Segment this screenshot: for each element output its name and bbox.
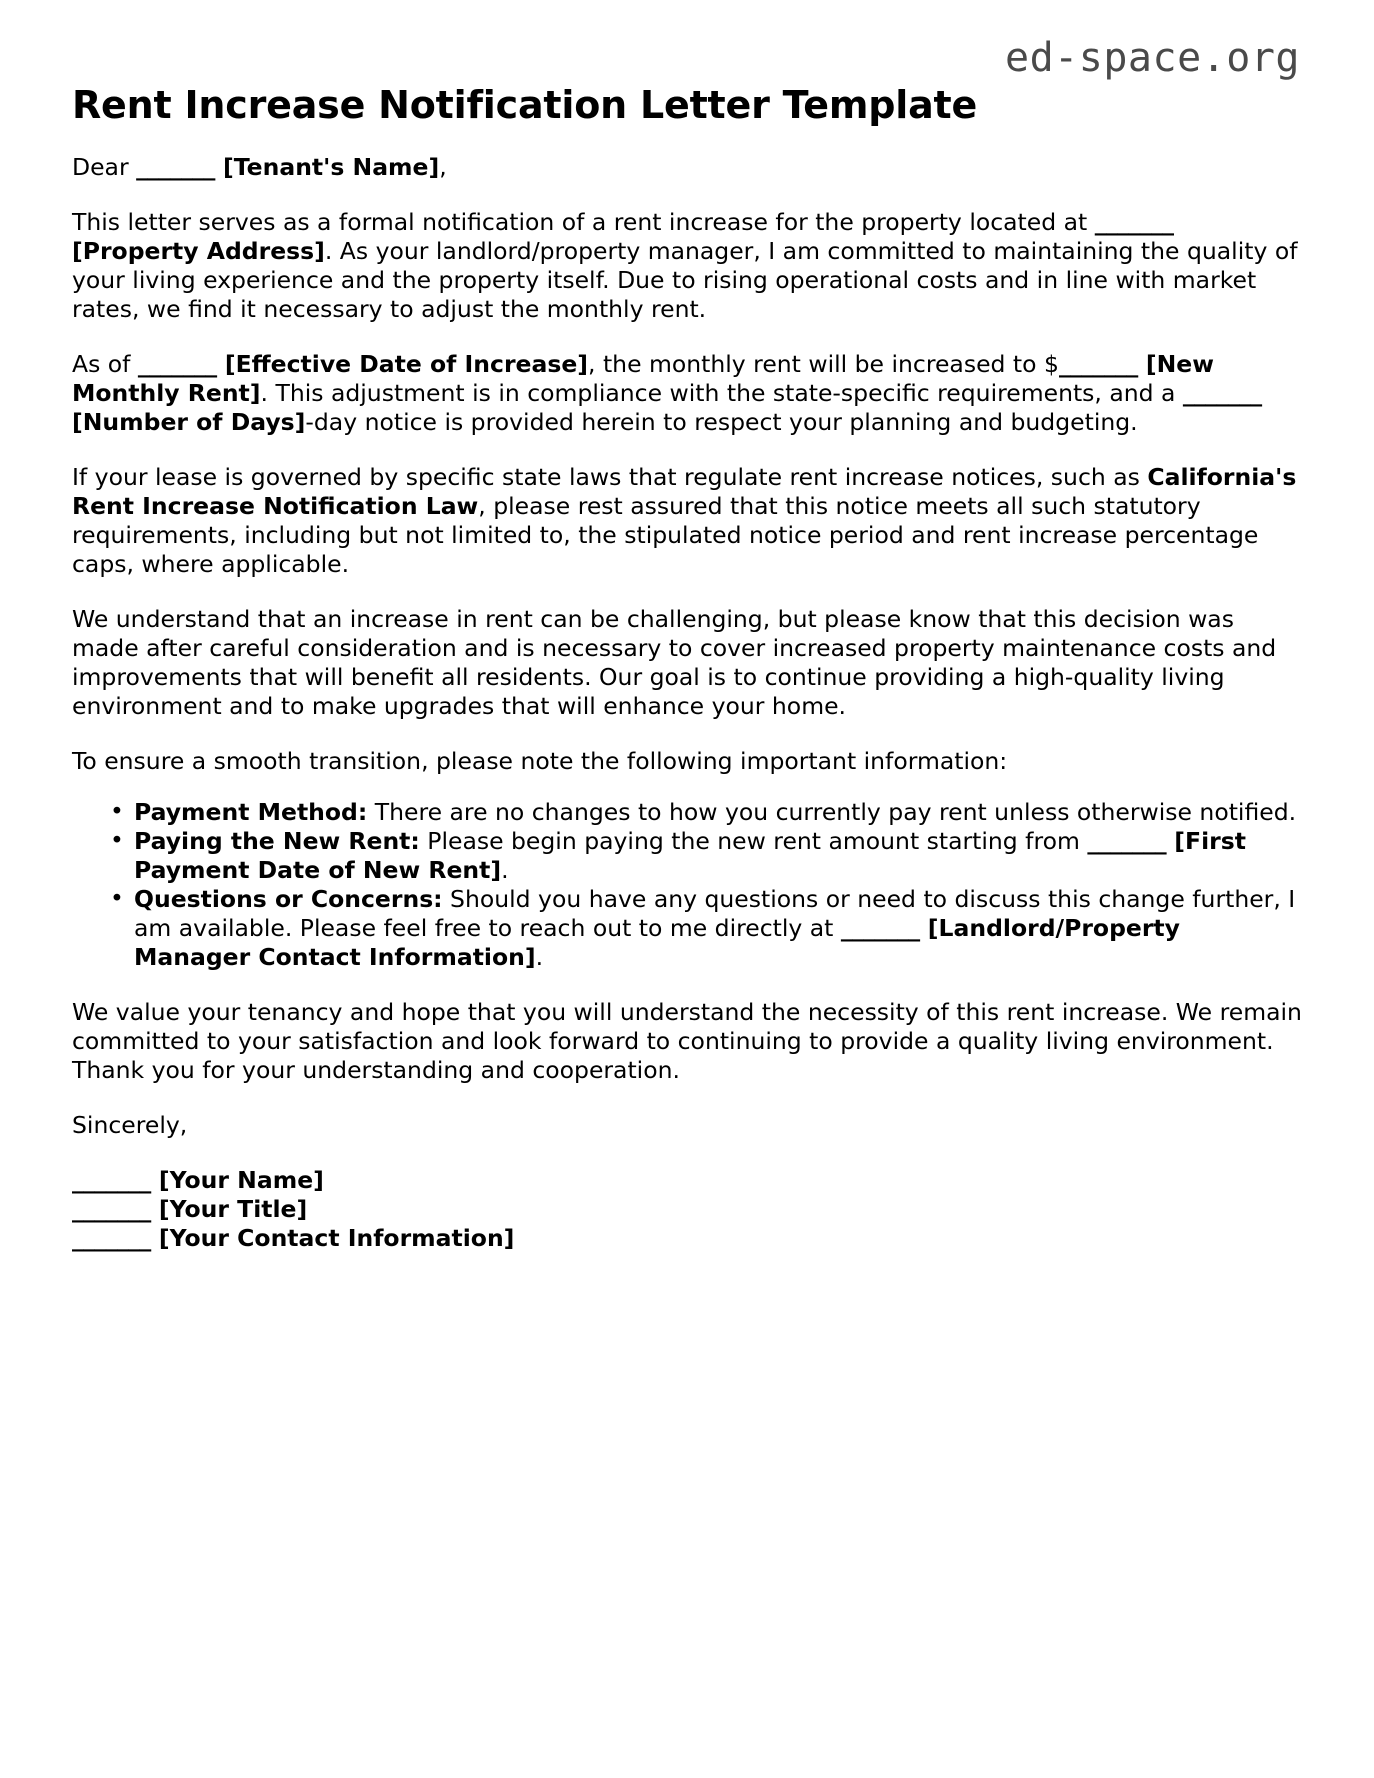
new-rent-field: [New Monthly Rent] [72, 349, 1214, 407]
state-law-text-1: If your lease is governed by specific state laws that regulate rent increase notices, such as [72, 462, 1148, 491]
bullet-2-blank: _______ [1087, 826, 1167, 855]
bullet-icon: • [110, 883, 124, 912]
bullet-1-text-1: There are no changes to how you currently pay rent unless otherwise notified. [367, 797, 1297, 826]
rent-text-1: As of [72, 349, 138, 378]
salutation-line [72, 127, 1302, 182]
bullet-3-field: [Landlord/Property Manager Contact Information] [134, 913, 1180, 971]
page-title: Rent Increase Notification Letter Template [72, 83, 978, 127]
intro-text-2: . As your landlord/property manager, I am committed to maintaining the quality of your living experience and the property itself. Due to rising operational costs and in line with market rates, we find it necessary to adjust the monthly rent. [72, 236, 1298, 323]
your-name-field: [Your Name] [150, 1165, 324, 1194]
rent-text-3: . This adjustment is in compliance with the state-specific requirements, and a [260, 378, 1183, 407]
rent-text-4: -day notice is provided herein to respect your planning and budgeting. [305, 407, 1138, 436]
bullet-3-text-1: Should you have any questions or need to discuss this change further, I am available. Please feel free to reach out to me directly at [134, 884, 1296, 942]
paragraph-closing-statement: We value your tenancy and hope that you will understand the necessity of this rent increase. We remain committed to your satisfaction and look forward to continuing to provide a quality living environment. Thank you for your understanding and cooperation. [72, 997, 1302, 1084]
property-address-field: [Property Address] [72, 236, 325, 265]
new-rent-blank: _______ [1058, 349, 1138, 378]
your-name-blank: _______ [72, 1165, 151, 1194]
state-law-name: California's Rent Increase Notification Law [72, 462, 1297, 520]
signature-line-contact [72, 1224, 1302, 1253]
paragraph-rent-details [72, 324, 1302, 437]
effective-date-field: [Effective Date of Increase] [216, 349, 589, 378]
your-title-field: [Your Title] [150, 1194, 308, 1223]
signature-line-name [72, 1166, 1302, 1195]
your-contact-field: [Your Contact Information] [150, 1224, 515, 1252]
bullet-1-label: Payment Method: [134, 797, 368, 826]
paragraph-state-law [72, 437, 1302, 579]
paragraph-transition-lead: To ensure a smooth transition, please note the following important information: [72, 746, 1008, 775]
bullet-3-text-2: . [535, 942, 544, 971]
bullet-2-field: [First Payment Date of New Rent] [134, 826, 1246, 884]
effective-date-blank: _______ [137, 349, 217, 378]
salutation-blank: _______ [136, 152, 215, 181]
number-of-days-blank: _______ [1182, 378, 1262, 407]
paragraph-intro [72, 182, 1302, 324]
bullet-icon: • [110, 796, 124, 825]
state-law-text-2: , please rest assured that this notice meets all such statutory requirements, including but not limited to, the stipulated notice period and rent increase percentage caps, where applicable. [72, 491, 1259, 578]
number-of-days-field: [Number of Days] [72, 407, 306, 436]
your-contact-blank: _______ [72, 1224, 151, 1252]
site-watermark: ed-space.org [1005, 35, 1300, 81]
paragraph-understanding: We understand that an increase in rent can be challenging, but please know that this decision was made after careful consideration and is necessary to cover increased property maintenance costs and improvements that will benefit all residents. Our goal is to continue providing a high-quality living environment and to make upgrades that will enhance your home. [72, 604, 1277, 720]
list-item [72, 827, 1302, 885]
signature-block [72, 1140, 1302, 1253]
important-information-list [72, 776, 1302, 972]
property-address-blank: _______ [1094, 207, 1174, 236]
intro-text-1: This letter serves as a formal notification of a rent increase for the property located at [72, 207, 1095, 236]
bullet-icon: • [110, 825, 124, 854]
bullet-2-text-2: . [501, 855, 509, 884]
closing-salutation: Sincerely, [72, 1110, 188, 1139]
salutation-trail: , [439, 152, 447, 181]
bullet-2-text-1: Please begin paying the new rent amount starting from [419, 826, 1088, 855]
list-item [72, 798, 1302, 827]
your-title-blank: _______ [72, 1194, 151, 1223]
list-item [72, 885, 1302, 972]
bullet-3-blank: _______ [840, 913, 920, 942]
salutation-field: [Tenant's Name] [214, 152, 440, 181]
signature-line-title [72, 1195, 1302, 1224]
salutation-lead: Dear [72, 152, 137, 181]
rent-text-2: , the monthly rent will be increased to $ [588, 349, 1059, 378]
bullet-2-label: Paying the New Rent: [134, 826, 420, 855]
bullet-3-label: Questions or Concerns: [134, 884, 443, 913]
